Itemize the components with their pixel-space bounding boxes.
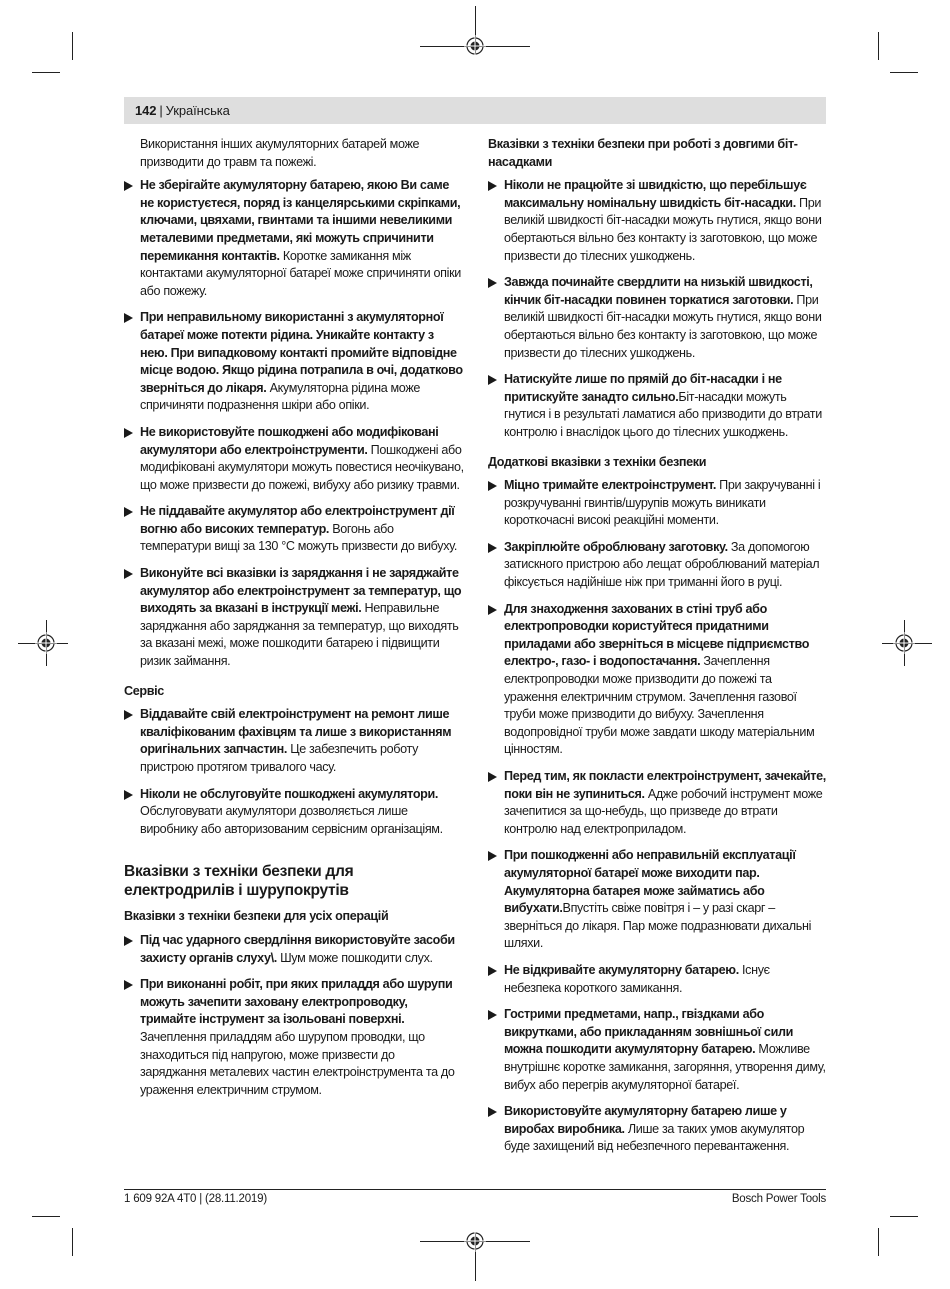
bullet-triangle-icon bbox=[488, 181, 497, 191]
item-bold-text: Натискуйте лише по прямій до біт-насадки і не притискуйте занадто сильно. bbox=[504, 372, 782, 404]
item-bold-text: Міцно тримайте електроінструмент. bbox=[504, 478, 716, 493]
item-bold-text: Для знаходження захованих в стіні труб або електропроводки користуйтеся придатними приладами або зверніться в місцеве підприємство електро-, газо- і водопостачання. bbox=[504, 601, 810, 669]
list-item bbox=[488, 274, 828, 362]
footer-rule bbox=[124, 1189, 826, 1190]
registration-mark-icon bbox=[464, 1230, 486, 1252]
bullet-triangle-icon bbox=[488, 605, 497, 615]
bullet-triangle-icon bbox=[124, 980, 133, 990]
crop-mark bbox=[72, 1228, 73, 1256]
item-text: Можливе внутрішнє коротке замикання, загоряння, утворення диму, вибух або перегрів акумуляторної батареї. bbox=[504, 1042, 826, 1092]
item-bold-text: Завжда починайте свердлити на низькій швидкості, кінчик біт-насадки повинен торкатися заготовки. bbox=[504, 275, 813, 307]
bullet-triangle-icon bbox=[124, 569, 133, 579]
item-text: Обслуговувати акумулятори дозволяється лише виробнику або авторизованим сервісним організаціям. bbox=[140, 804, 443, 836]
crop-mark bbox=[72, 32, 73, 60]
bullet-triangle-icon bbox=[124, 428, 133, 438]
list-item bbox=[488, 768, 828, 838]
list-item bbox=[124, 424, 464, 494]
header-language: Українська bbox=[165, 103, 230, 118]
list-item bbox=[124, 309, 464, 415]
item-text: При великій швидкості біт-насадки можуть гнутися, якщо вони обертаються вільно без контакту із заготовкою, що може призвести до тілесних ушкоджень. bbox=[504, 292, 822, 360]
page-number: 142 bbox=[135, 103, 157, 118]
item-text: При великій швидкості біт-насадки можуть гнутися, якщо вони обертаються вільно без контакту із заготовкою, що може призвести до тілесних ушкоджень. bbox=[504, 195, 822, 263]
item-text: Існує небезпека короткого замикання. bbox=[504, 962, 770, 995]
item-bold-text: Виконуйте всі вказівки із заряджання і не заряджайте акумулятор або електроінструмент за температур, що виходять за вказані в інструкції межі. bbox=[140, 566, 462, 616]
footer-doc-code: 1 609 92A 4T0 | (28.11.2019) bbox=[124, 1193, 267, 1205]
header-separator: | bbox=[159, 103, 163, 118]
item-bold-text: Ніколи не обслуговуйте пошкоджені акумулятори. bbox=[140, 786, 439, 801]
bullet-triangle-icon bbox=[488, 375, 497, 385]
bullet-triangle-icon bbox=[124, 313, 133, 323]
item-bold-text: Перед тим, як покласти електроінструмент, зачекайте, поки він не зупиниться. bbox=[504, 769, 826, 801]
left-column bbox=[124, 136, 464, 1108]
item-text: Зачеплення приладдям або шурупом проводки, що знаходиться під напругою, може призвести до заряджання металевих частин електроінструмента та до ураження електричним струмом. bbox=[140, 1029, 455, 1097]
item-text: Коротке замикання між контактами акумуляторної батареї може спричиняти опіки або пожежу. bbox=[140, 248, 461, 298]
bullet-triangle-icon bbox=[124, 790, 133, 800]
item-bold-text: При виконанні робіт, при яких приладдя або шурупи можуть зачепити заховану електропроводку, тримайте інструмент за ізольовані поверхні. bbox=[140, 977, 453, 1027]
item-text: Вогонь або температури вищі за 130 °C можуть призвести до вибуху. bbox=[140, 521, 457, 554]
bullet-triangle-icon bbox=[124, 936, 133, 946]
item-text: Адже робочий інструмент може зачепитися за що-небудь, що призведе до втрати контролю над електроприладом. bbox=[504, 786, 823, 836]
bullet-triangle-icon bbox=[488, 481, 497, 491]
list-item bbox=[124, 932, 464, 967]
list-item bbox=[124, 706, 464, 776]
registration-mark-icon bbox=[893, 632, 915, 654]
additional-heading: Додаткові вказівки з техніки безпеки bbox=[488, 454, 707, 469]
item-text: Акумуляторна рідина може спричиняти подразнення шкіри або опіки. bbox=[140, 380, 421, 413]
list-item bbox=[124, 786, 464, 839]
bullet-triangle-icon bbox=[124, 507, 133, 517]
item-text: За допомогою затискного пристрою або лещат оброблюваний матеріал фіксується надійніше ніж при триманні його в руці. bbox=[504, 539, 820, 590]
bullet-triangle-icon bbox=[488, 543, 497, 553]
registration-mark-icon bbox=[35, 632, 57, 654]
list-item bbox=[488, 1006, 828, 1094]
item-bold-text: Не використовуйте пошкоджені або модифіковані акумулятори або електроінструменти. bbox=[140, 424, 439, 457]
list-item bbox=[488, 539, 828, 592]
item-bold-text: Використовуйте акумуляторну батарею лише у виробах виробника. bbox=[504, 1104, 787, 1136]
right-column bbox=[488, 136, 828, 1165]
list-item bbox=[488, 601, 828, 759]
bullet-triangle-icon bbox=[488, 966, 497, 976]
list-item bbox=[488, 847, 828, 953]
item-bold-text: Не піддавайте акумулятор або електроінструмент дії вогню або високих температур. bbox=[140, 504, 455, 536]
item-text: Шум може пошкодити слух. bbox=[276, 950, 433, 965]
crop-mark bbox=[32, 1216, 60, 1217]
list-item bbox=[488, 477, 828, 530]
item-text: Неправильне заряджання або заряджання за температур, що виходять за вказані межі, може пошкодити батарею і підвищити ризик займання. bbox=[140, 601, 459, 669]
list-item bbox=[124, 976, 464, 1099]
bullet-triangle-icon bbox=[488, 1107, 497, 1117]
list-item bbox=[488, 177, 828, 265]
item-bold-text: При неправильному використанні з акумуляторної батареї може потекти рідина. Уникайте контакту з нею. При випадковому контакті промийте відповідне місце водою. Якщо рідина потрапила в очі, додатково зверніться до лікаря. bbox=[140, 310, 463, 395]
crop-mark bbox=[890, 72, 918, 73]
list-item bbox=[124, 503, 464, 556]
item-bold-text: Ніколи не працюйте зі швидкістю, що перебільшує максимальну номінальну швидкість біт-насадки. bbox=[504, 178, 807, 210]
item-text: При закручуванні і розкручуванні гвинтів/шурупів можуть виникати короткочасні високі реакційні моменти. bbox=[504, 478, 821, 528]
registration-mark-icon bbox=[464, 35, 486, 57]
item-bold-text: При пошкодженні або неправильній експлуатації акумуляторної батареї може виходити пар. Акумуляторна батарея може займатись або вибухати. bbox=[504, 848, 796, 916]
item-bold-text: Закріплюйте оброблювану заготовку. bbox=[504, 539, 728, 554]
footer-brand: Bosch Power Tools bbox=[731, 1193, 826, 1205]
list-item bbox=[488, 371, 828, 441]
service-heading: Сервіс bbox=[124, 683, 164, 698]
list-item bbox=[488, 962, 828, 997]
section-title: Вказівки з техніки безпеки для електродрилів і шурупокрутів bbox=[124, 863, 354, 900]
crop-mark bbox=[878, 1228, 879, 1256]
bullet-triangle-icon bbox=[488, 1010, 497, 1020]
item-bold-text: Віддавайте свій електроінструмент на ремонт лише кваліфікованим фахівцям та лише з використанням оригінальних запчастин. bbox=[140, 707, 452, 757]
crop-mark bbox=[32, 72, 60, 73]
item-text: Лише за таких умов акумулятор буде захищений від небезпечного перевантаження. bbox=[504, 1121, 805, 1154]
item-text: Біт-насадки можуть гнутися і в результаті ламатися або призводити до втрати контролю і внаслідок цього до тілесних ушкоджень. bbox=[504, 389, 822, 439]
bullet-triangle-icon bbox=[488, 772, 497, 782]
crop-mark bbox=[890, 1216, 918, 1217]
list-item bbox=[124, 565, 464, 671]
list-item bbox=[124, 177, 464, 300]
bullet-triangle-icon bbox=[124, 710, 133, 720]
bullet-triangle-icon bbox=[488, 278, 497, 288]
item-bold-text: Не відкривайте акумуляторну батарею. bbox=[504, 962, 739, 977]
crop-mark bbox=[878, 32, 879, 60]
page-header bbox=[135, 102, 230, 120]
item-text: Пошкоджені або модифіковані акумулятори можуть повестися неочікувано, що може призвести до пожежі, вибуху або ризику травми. bbox=[140, 442, 464, 492]
list-item bbox=[488, 1103, 828, 1156]
item-bold-text: Гострими предметами, напр., гвіздками або викрутками, або прикладанням зовнішньої сили можна пошкодити акумуляторну батарею. bbox=[504, 1007, 794, 1057]
bullet-triangle-icon bbox=[488, 851, 497, 861]
bullet-triangle-icon bbox=[124, 181, 133, 191]
item-text: Впустіть свіже повітря і – у разі скарг – зверніться до лікаря. Пар може подразнювати дихальні шляхи. bbox=[504, 901, 812, 951]
item-text: Це забезпечить роботу пристрою протягом тривалого часу. bbox=[140, 742, 419, 774]
all-operations-heading: Вказівки з техніки безпеки для усіх операцій bbox=[124, 909, 389, 924]
item-bold-text: Не зберігайте акумуляторну батарею, якою Ви саме не користуєтеся, поряд із канцелярськими скріпками, ключами, цвяхами, гвинтами та іншими невеликими металевими предметами, які можуть спричинити перемикання контактів. bbox=[140, 178, 461, 263]
long-bits-heading: Вказівки з техніки безпеки при роботі з довгими біт-насадками bbox=[488, 137, 798, 169]
intro-paragraph: Використання інших акумуляторних батарей може призводити до травм та пожежі. bbox=[140, 137, 420, 169]
item-bold-text: Під час ударного свердління використовуйте засоби захисту органів слуху\. bbox=[140, 932, 455, 965]
item-text: Зачеплення електропроводки може призводити до пожежі та ураження електричним струмом. Зачеплення газової труби може призводити до вибуху. Зачеплення водопровідної труби може завдати шкоду матеріальним цінностям. bbox=[504, 654, 815, 757]
